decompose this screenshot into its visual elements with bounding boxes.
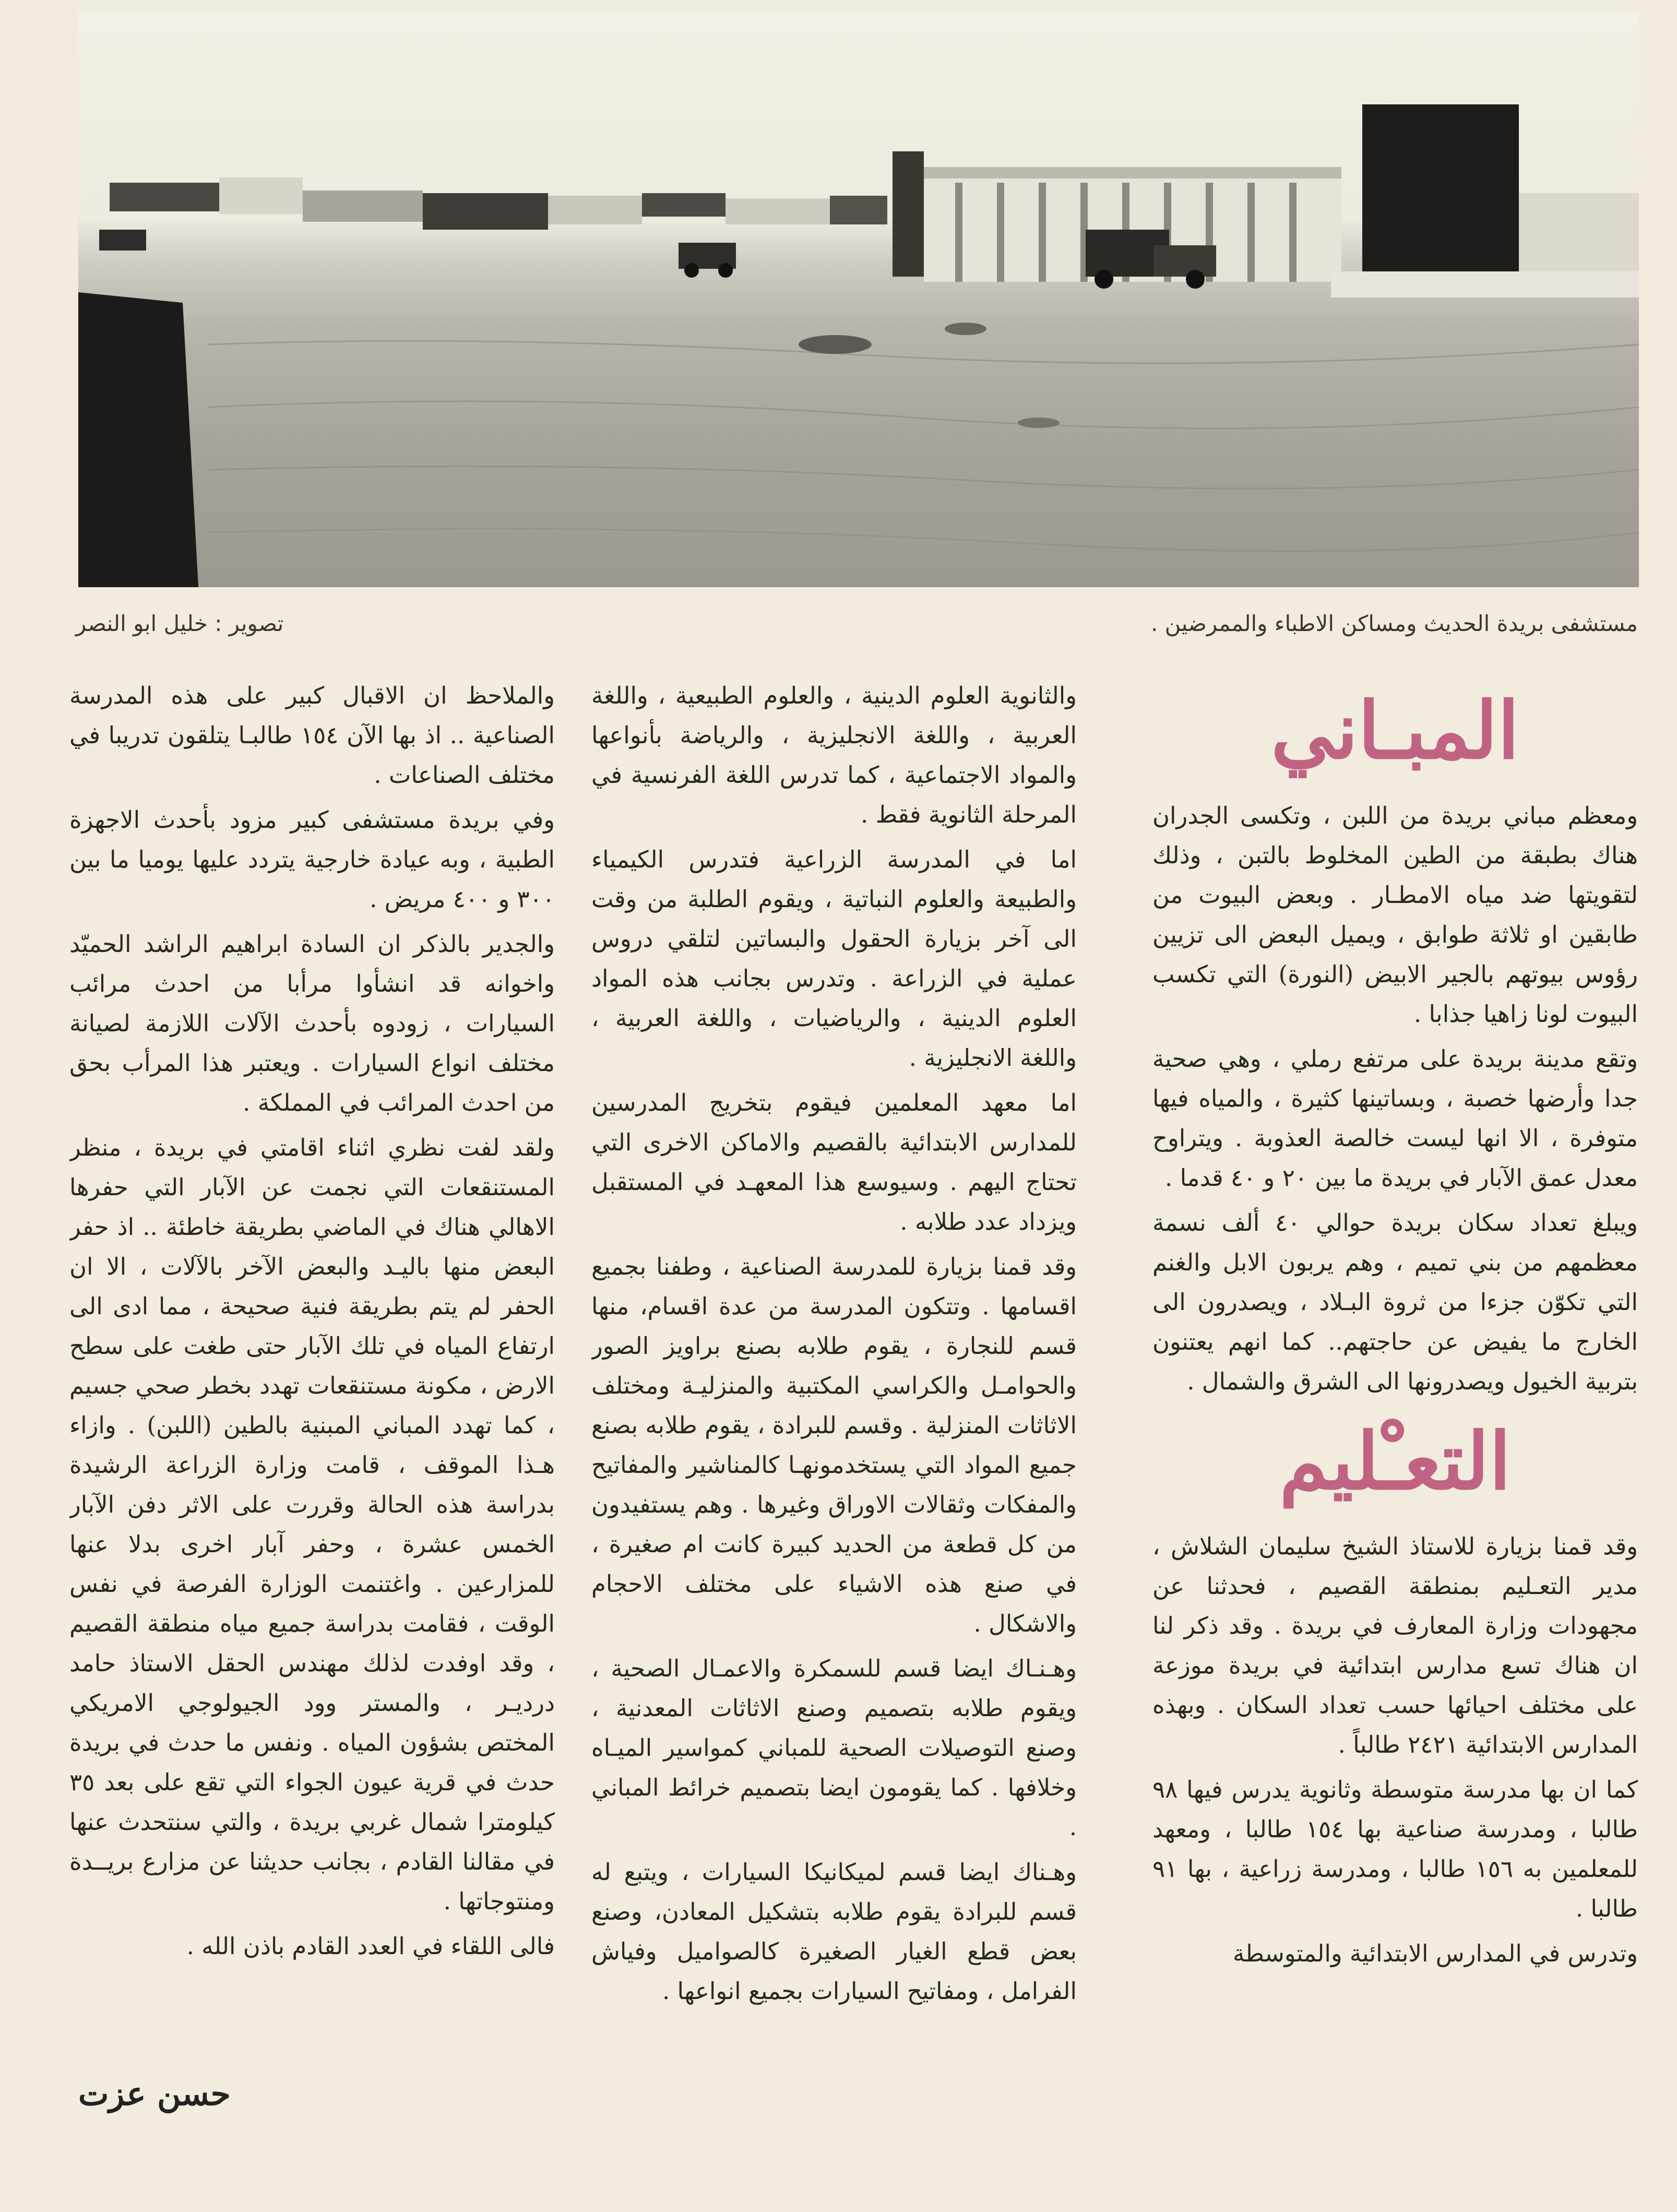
heading-buildings: المبـاني <box>1271 685 1519 777</box>
paragraph: اما في المدرسة الزراعية فتدرس الكيمياء والطبيعة والعلوم النباتية ، ويقوم الطلبة من وقت الى آخر بزيارة الحقول والبساتين لتلقي دروس عملية في الزراعة . وتدرس بجانب هذه المواد العلوم الدينية ، والرياضيات ، واللغة العربية ، واللغة الانجليزية . <box>591 846 1077 1072</box>
paragraph: ولقد لفت نظري اثناء اقامتي في بريدة ، منظر المستنقعات التي نجمت عن الآبار التي حفرها الاهالي هناك في الماضي بطريقة خاطئة .. اذ حفر البعض منها باليـد والبعض الآخر بالآلات ، الا ان الحفر لم يتم بطريقة فنية صحيحة ، مما ادى الى ارتفاع المياه في تلك الآبار حتى طغت على سطح الارض ، مكونة مستنقعات تهدد بخطر صحي جسيم ، كما تهدد المباني المبنية بالطين (اللبن) . وازاء هـذا الموقف ، قامت وزارة الزراعة الرشيدة بدراسة هذه الحالة وقررت على الاثر دفن الآبار الخمس عشرة ، وحفر آبار اخرى بدلا عنها للمزارعين . واغتنمت الوزارة الفرصة في نفس الوقت ، فقامت بدراسة جميع مياه منطقة القصيم ، وقد اوفدت لذلك مهندس الحقل الاستاذ حامد درديـر ، والمستر وود الجيولوجي الامريكي المختص بشؤون المياه . ونفس ما حدث في بريدة حدث في قرية عيون الجواء التي تقع على بعد ٣٥ كيلومترا شمال غربي بريدة ، والتي سنتحدث عنها في مقالنا القادم ، بجانب حديثنا عن مزارع بريــدة ومنتوجاتها . <box>69 1134 555 1915</box>
paragraph: فالى اللقاء في العدد القادم باذن الله . <box>186 1932 555 1960</box>
paragraph: وقد قمنا بزيارة للمدرسة الصناعية ، وطفنا بجميع اقسامها . وتتكون المدرسة من عدة اقسام، منها قسم للنجارة ، يقوم طلابه بصنع براويز الصور والحوامـل والكراسي المكتبية والمنزليـة ومختلف الاثاثات المنزلية . وقسم للبرادة ، يقوم طلابه بصنع جميع المواد التي يستخدمونهـا كالمناشير والمفاتيح والمفكات وثقالات الاوراق وغيرها . وهم يستفيدون من كل قطعة من الحديد كبيرة كانت ام صغيرة ، في صنع هذه الاشياء على مختلف الاحجام والاشكال . <box>591 1253 1077 1637</box>
article-column-2 <box>591 676 1077 2028</box>
paragraph: وتدرس في المدارس الابتدائية والمتوسطة <box>1233 1940 1638 1967</box>
paragraph: والجدير بالذكر ان السادة ابراهيم الراشد الحميّد واخوانه قد انشأوا مرأبا من احدث مرائب السيارات ، زودوه بأحدث الآلات اللازمة لصيانة مختلف انواع السيارات . ويعتبر هذا المرأب بحق من احدث المرائب في المملكة . <box>69 930 555 1116</box>
heading-education: التعـْليم <box>1279 1416 1511 1507</box>
article-column-1 <box>1152 676 1638 2028</box>
paragraph: اما معهد المعلمين فيقوم بتخريج المدرسين للمدارس الابتدائية بالقصيم والاماكن الاخرى التي تحتاج اليهم . وسيوسع هذا المعهـد في المستقبل ويزداد عدد طلابه . <box>591 1089 1077 1235</box>
paragraph: وفي بريدة مستشفى كبير مزود بأحدث الاجهزة الطبية ، وبه عيادة خارجية يتردد عليها يوميا ما بين ٣٠٠ و ٤٠٠ مريض . <box>69 806 555 913</box>
paragraph: ومعظم مباني بريدة من اللبن ، وتكسى الجدران هناك بطبقة من الطين المخلوط بالتبن ، وذلك لتقويتها ضد مياه الامطـار . وبعض البيوت من طابقين او ثلاثة طوابق ، ويميل البعض الى تزيين رؤوس بيوتهم بالجير الابيض (النورة) التي تكسب البيوت لونا زاهيا جذابا . <box>1152 802 1638 1028</box>
author-signature: حسن عزت <box>78 2075 231 2113</box>
paragraph: وقد قمنا بزيارة للاستاذ الشيخ سليمان الشلاش ، مدير التعـليم بمنطقة القصيم ، فحدثنا عن مجهودات وزارة المعارف في بريدة . وقد ذكر لنا ان هناك تسع مدارس ابتدائية في بريدة موزعة على مختلف احيائها حسب تعداد السكان . وبهذه المدارس الابتدائية ٢٤٢١ طالباً . <box>1152 1532 1638 1758</box>
paragraph: وتقع مدينة بريدة على مرتفع رملي ، وهي صحية جدا وأرضها خصبة ، وبساتينها كثيرة ، والمياه فيها متوفرة ، الا انها ليست خالصة العذوبة . ويتراوح معدل عمق الآبار في بريدة ما بين ٢٠ و ٤٠ قدما . <box>1152 1045 1638 1192</box>
article-column-3 <box>69 676 555 2028</box>
photo-illustration <box>78 10 1639 587</box>
paragraph: ويبلغ تعداد سكان بريدة حوالي ٤٠ ألف نسمة معظمهم من بني تميم ، وهم يربون الابل والغنم التي تكوّن جزءا من ثروة البـلاد ، ويصدرون الى الخارج ما يفيض عن حاجتهم.. كما انهم يعتنون بتربية الخيول ويصدرونها الى الشرق والشمال . <box>1152 1209 1638 1395</box>
paragraph: والثانوية العلوم الدينية ، والعلوم الطبيعية ، واللغة العربية ، واللغة الانجليزية ، والرياضة بأنواعها والمواد الاجتماعية ، كما تدرس اللغة الفرنسية في المرحلة الثانوية فقط . <box>591 682 1077 828</box>
photo-hospital-buildings <box>78 10 1639 587</box>
paragraph: وهـناك ايضا قسم لميكانيكا السيارات ، ويتبع له قسم للبرادة يقوم طلابه بتشكيل المعادن، وصنع بعض قطع الغيار الصغيرة كالصواميل وفياش الفرامل ، ومفاتيح السيارات بجميع انواعها . <box>591 1858 1077 2005</box>
photographer-credit: تصوير : خليل ابو النصر <box>76 611 284 636</box>
paragraph: كما ان بها مدرسة متوسطة وثانوية يدرس فيها ٩٨ طالبا ، ومدرسة صناعية بها ١٥٤ طالبا ، ومعهد للمعلمين به ١٥٦ طالبا ، ومدرسة زراعية ، بها ٩١ طالبا . <box>1152 1776 1638 1922</box>
photo-caption: مستشفى بريدة الحديث ومساكن الاطباء والممرضين . <box>1150 611 1638 636</box>
paragraph: والملاحظ ان الاقبال كبير على هذه المدرسة الصناعية .. اذ بها الآن ١٥٤ طالبـا يتلقون تدريبا في مختلف الصناعات . <box>69 682 555 789</box>
paragraph: وهـنـاك ايضا قسم للسمكرة والاعمـال الصحية ، ويقوم طلابه بتصميم وصنع الاثاثات المعدنية ، وصنع التوصيلات الصحية للمباني كمواسير الميـاه وخلافها . كما يقومون ايضا بتصميم خرائط المباني . <box>591 1655 1077 1841</box>
